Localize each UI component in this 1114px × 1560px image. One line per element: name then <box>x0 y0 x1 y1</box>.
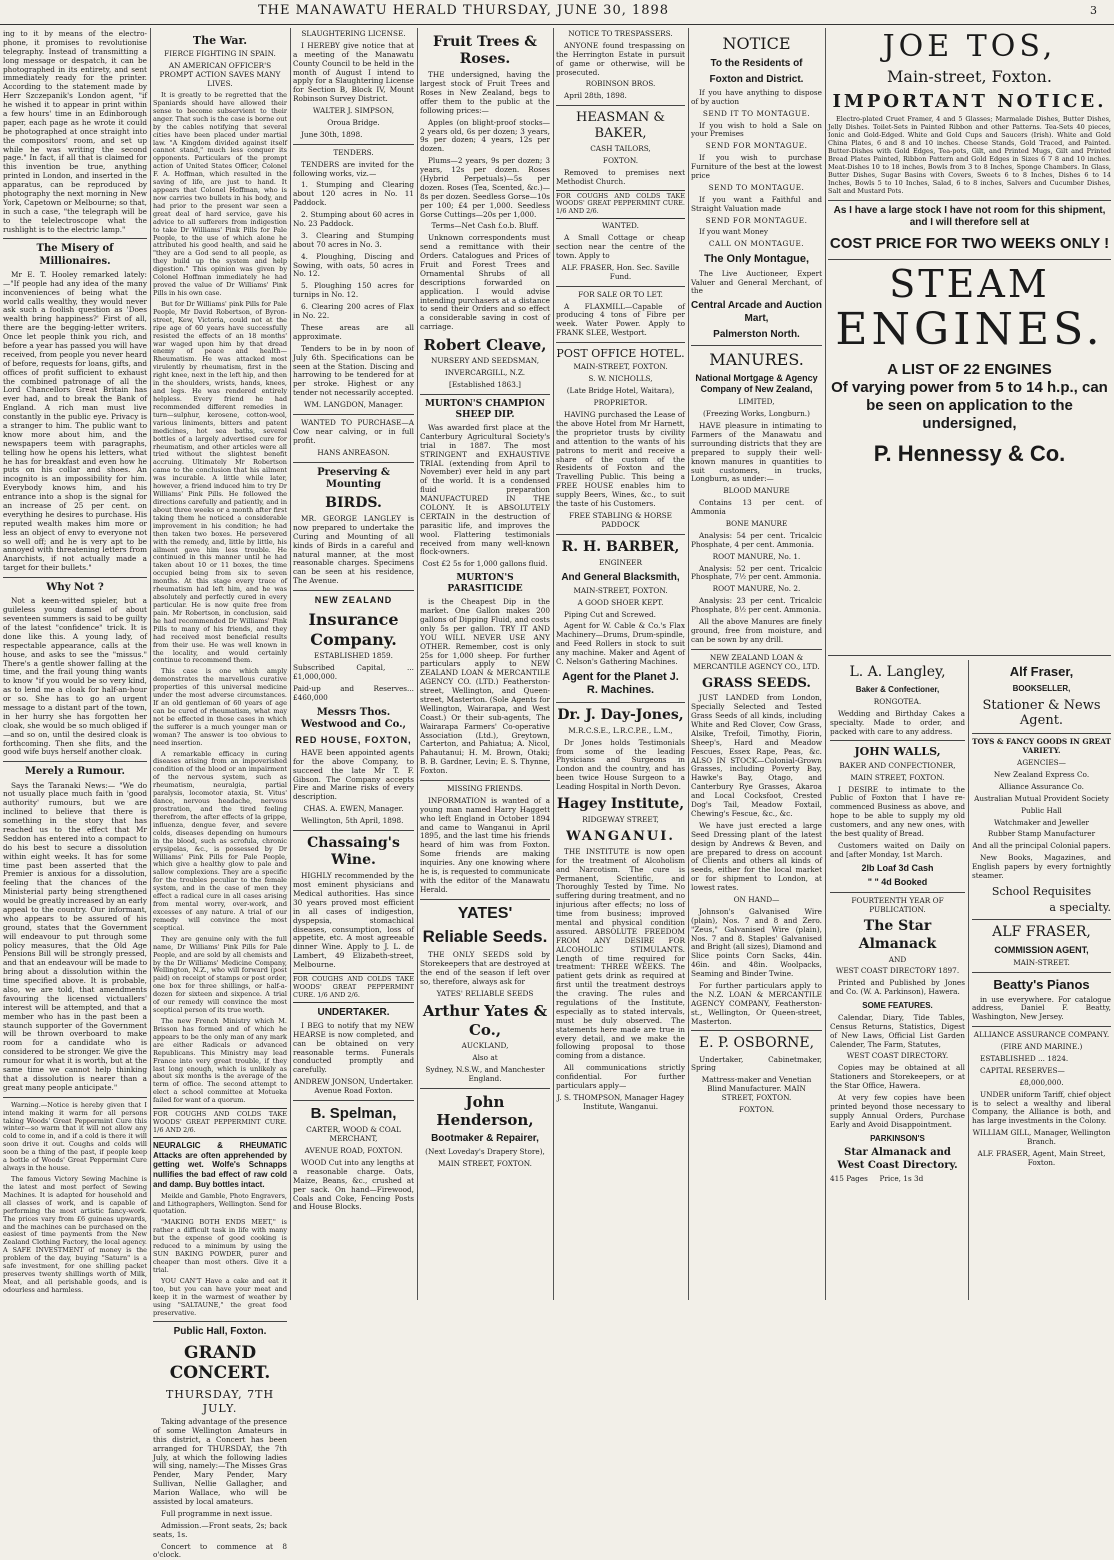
notice-text: Warning.—Notice is hereby given that I intend making it warm for all persons taking Woods' Great Peppermint Cure this winter—so warm that it will not allow any cold to come in, and if a cold is there it will soon drive it out. Coughs and colds will soon be a thing of the past, if people keep a bottle of Woods' Great Peppermint Cure always in the house. <box>3 1100 147 1173</box>
tender-item: 2. Stumping about 60 acres in No. 23 Paddock. <box>293 210 414 229</box>
ad-heading: E. P. OSBORNE, <box>698 1035 815 1052</box>
ad-text: HAVING purchased the Lease of the above Hotel from Mr Harnett, the proprietor trusts by civility and attention to the wants of his patrons to merit and receive a share of the custom of the Residents of Foxton and the Travelling Public. This being a FREE HOUSE enables him to supply Beers, Wines, &c., to suit the taste of his Customers. <box>556 410 685 508</box>
ad-heading: COST PRICE FOR TWO WEEKS ONLY ! <box>829 235 1110 253</box>
column-7-top <box>828 30 1111 680</box>
ad-text: We have just erected a large Seed Dressing plant of the latest design by Andrews & Beven, and are prepared to dress on account of Clients and others all kinds of seeds, either for the local market or for shipment to London, at lowest rates. <box>691 820 822 893</box>
ad-text: YATES' RELIABLE SEEDS <box>436 988 534 998</box>
ad-subheading: ROOT MANURE, No. 2. <box>712 584 801 594</box>
tender-item: 3. Clearing and Stumping about 70 acres in No. 3. <box>293 230 414 249</box>
almanack-price: Price, 1s 3d <box>879 1173 924 1183</box>
tender-list <box>293 181 414 320</box>
ad-subheading: RONGOTEA. <box>873 696 922 706</box>
ad-heading: The Star Almanack <box>858 918 937 952</box>
ad-text: " " 4d Booked <box>867 876 928 887</box>
masthead-title: THE MANAWATU HERALD THURSDAY, JUNE 30, 1898 <box>258 3 670 18</box>
ad-text: A GOOD SHOER KEPT. <box>577 597 664 607</box>
ad-text: Electro-plated Cruet Framer, 4 and 5 Glasses; Marmalade Dishes, Butter Dishes, Jelly Dishes. Toilet-Sets in Painted Ribbon and other Patterns. Tea-Sets 40 pieces, Ionic and Gold-Edged. White and Gold Cups and Saucers (Irish). White and Gold China Plates, 6 and 8 and 10 inches. Cheese Stands, Gold Traced, and Painted. Butter-Dishes with Gold Edges, Tea-pots, Gilt, and Printed Mugs, Gilt and Printed Bread Plates Painted, Ribbon Pattern and Gold Edges in Sizes 6 7 8 and 10 inches. Meat-Dishes 10 to 18 inches, Bowls from 3 to 8 Inches, Sponge Chambers. In Glass, Butter Dishes, Sugar Basins with Covers, Sweets 6 to 8 Inches, Dishes 6 to 14 Inches, Bowls 5 to 10 Inches, Salad, 6 to 8 inches, Salvers and Cucumber Dishes, Salt and Mustard Pots. <box>828 115 1111 195</box>
article-text: A remarkable efficacy in curing diseases arising from an impoverished condition of the blood or an impairment of the nervous system, such as rheumatism, neuralgia, partial paralysis, locomotor ataxia, St. Vitus' dance, nervous headache, nervous prostration, and the tired feeling therefrom, the after effects of la grippe, influenza, dengue fever, and severe colds, diseases depending on humours in the blood, such as scrofula, chronic erysipelas, &c., is possessed by Dr Williams' Pink Pills for Pale People, which give a healthy glow to pale and sallow complexions. They are a specific for the troubles peculiar to the female system, and in the case of men they effect a radical cure in all cases arising from mental worry, over-work, and excesses of any nature. A trial of our remedy will convince the most sceptical. <box>153 749 287 932</box>
column-rule <box>553 28 554 1300</box>
ad-text: I BEG to notify that my NEW HEARSE is now completed, and can be obtained on very reasonable terms. Funerals conducted promptly and carefully. <box>293 1020 414 1075</box>
ad-text: WANTED TO PURCHASE—A Cow near calving, or in full profit. <box>293 417 414 445</box>
ad-heading: ALF FRASER, <box>992 923 1091 940</box>
ad-text: Admission.—Front seats, 2s; back seats, 1s. <box>153 1520 287 1539</box>
ad-heading: Fruit Trees & Roses. <box>433 34 537 68</box>
ad-text: LIMITED, <box>738 397 775 407</box>
ad-text: Full programme in next issue. <box>161 1508 273 1518</box>
ad-text: THE INSTITUTE is now open for the treatment of Alcoholism and Narcotism. The cure is Permanent, Scientific, and Thoroughly Tested by Time. No suffering during treatment, and no injurious after effects; no loss of time from business; improved mental and physical condition assured. ABSOLUTE FREEDOM FROM ANY DESIRE FOR ALCOHOLIC STIMULANTS. Length of time required for treatment: THREE WEEKS. The patient gets drink as required at first until the treatment destroys the craving. The rules and regulations of the Institute, especially as to stated intervals, must be duly observed. The statements here made are true in every detail, and we make the following proposal to those coming from a distance. <box>556 846 686 1061</box>
agency-item: And all the principal Colonial papers. <box>972 841 1111 851</box>
ad-text: Piping Cut and Screwed. <box>564 609 656 619</box>
column-rule <box>150 28 151 1300</box>
ad-text: Apples (on blight-proof stocks—2 years old, 6s per dozen; 3 years, 9s per dozen; 4 years, 12s per dozen. <box>420 117 550 154</box>
article-text: It is greatly to be regretted that the Spaniards should have allowed their sense to become subservient to their anger. That such is the case is borne out by the cables notifying that several cities have been placed under martial law. "A Kingdom divided against itself cannot stand," much less conquer its opponents. Particulars of the prompt action of United States Officer, Colonel F. A. Hoffman, which resulted in the saving of life, are just to hand. It appears that Colonel Hoffman, who is now carries two bullets in his body, and had prior to the present war seen a great deal of hard service, gave his advice to all sufferers from indigestion to take Dr Williams' Pink Pills for Pale People, to the use of which alone he attributed his good health, and said he "they are a God send to all people, as they build up the system and help digestion." This opinion was given by Colonel Hoffman immediately he had proved the value of Dr Williams' Pink Pills in his own case. <box>153 90 287 298</box>
ad-subheading: S. W. NICHOLLS, <box>588 374 653 384</box>
ad-text: THE undersigned, having the largest stock of Fruit Trees and Roses in New Zealand, begs to offer them to the public at the following prices:— <box>420 70 550 115</box>
ad-subheading: Main-street, Foxton. <box>887 67 1052 86</box>
ad-text: in use everywhere. For catalogue address, Daniel F. Beatty, Washington, New Jersey. <box>972 994 1111 1022</box>
ad-heading: JOHN WALLS, <box>854 745 941 759</box>
ad-text: A Small Cottage or cheap section near the centre of the town. Apply to <box>556 233 685 260</box>
ad-text: HAVE been appointed agents for the above Company, to succeed the late Mr T. F. Gibson. The Company accepts Fire and Marine risks of every description. <box>293 747 414 802</box>
article-heading: The Misery of Millionaires. <box>36 243 114 267</box>
montague-line: If you wish to purchase Furniture of the best at the lowest price <box>691 153 822 181</box>
ad-heading: Robert Cleave, <box>423 336 547 355</box>
ad-heading: MISSING FRIENDS. <box>447 784 523 793</box>
ad-text <box>830 1175 965 1184</box>
ad-subheading: FOXTON. <box>738 1104 775 1114</box>
montague-callout: SEND FOR MONTAGUE. <box>705 141 808 151</box>
ad-heading: BIRDS. <box>325 494 382 511</box>
ad-subheading: AGENCIES— <box>1017 758 1066 768</box>
ad-signature: HANS ANREASON. <box>317 447 390 457</box>
ad-subheading: ON HAND— <box>733 894 780 904</box>
ad-heading: Dr. J. Day-Jones, <box>557 706 684 723</box>
ad-heading: TENDERS. <box>333 147 374 157</box>
ad-heading: JOE TOS, <box>882 29 1057 64</box>
ad-text: Concert to commence at 8 o'clock. <box>153 1541 287 1560</box>
ad-date: Wellington, 5th April, 1898. <box>301 816 404 826</box>
ad-heading: MANURES. <box>709 349 804 369</box>
ad-text: A FLAXMILL—Capable of producing 4 tons of Fibre per week. Water Power. Apply to FRANK SLEE, Westport. <box>556 301 685 338</box>
ad-text: YOU CAN'T Have a cake and eat it too, but you can have your meat and keep it in the warmest of weather by using "SALTAUNE," the great food preservative. <box>153 1276 287 1317</box>
ad-subheading: BONE MANURE <box>725 519 788 529</box>
ad-signature: ANDREW JONSON, Undertaker. Avenue Road Foxton. <box>293 1077 414 1096</box>
ad-text: FOURTEENTH YEAR OF PUBLICATION. <box>851 895 944 914</box>
ad-subheading: National Mortgage & Agency Company of New Zealand, <box>695 373 818 395</box>
ad-heading: Chassaing's Wine. <box>307 835 400 869</box>
column-1 <box>3 30 147 1300</box>
ad-subheading: WEST COAST DIRECTORY 1897. <box>835 966 960 976</box>
ad-signature: CHAS. A. EWEN, Manager. <box>303 804 404 814</box>
agency-item: New Zealand Express Co. <box>993 770 1090 779</box>
ad-heading: POST OFFICE HOTEL. <box>556 347 685 361</box>
ad-text: TENDERS are invited for the following works, viz.— <box>293 159 414 178</box>
ad-heading: Reliable Seeds. <box>422 927 548 947</box>
ad-text: Contains 13 per cent. of Ammonia <box>691 498 822 517</box>
ad-signature: WALTER J. SIMPSON, <box>312 106 395 116</box>
ad-text: Copies may be obtained at all Stationers and Storekeepers, or at the Star Office, Hawera. <box>830 1063 965 1091</box>
ad-text: Printed and Published by Jones and Co. (W. A. Parkinson), Hawera. <box>830 978 965 997</box>
ad-signature: ALF. FRASER, Hon. Sec. Saville Fund. <box>561 262 680 281</box>
montague-list <box>691 89 822 249</box>
ad-text: (Freezing Works, Longburn.) <box>703 409 810 419</box>
ad-signature: ROBINSON BROS. <box>585 79 656 89</box>
ad-text: Dr Jones holds Testimonials from some of the leading Physicians and Surgeons in London and the country, and has been twice House Surgeon to a Leading Hospital in North Devon. <box>556 737 685 792</box>
ad-text: Cost £2 5s for 1,000 gallons fluid. <box>422 559 548 569</box>
almanack-pages: 415 Pages <box>830 1173 868 1183</box>
ad-text: For further particulars apply to the N.Z. LOAN & MERCANTILE AGENCY COMPANY, Featherston-st., Wellington, Or Queen-street, Masterton. <box>691 980 822 1026</box>
agency-list <box>972 771 1111 851</box>
ad-heading: Public Hall, Foxton. <box>173 1326 267 1338</box>
ad-heading: WANGANUI. <box>566 829 675 844</box>
column-3 <box>293 30 414 1300</box>
ad-subheading: MAIN-STREET, FOXTON. <box>573 362 668 372</box>
ad-text: Undertaker, Cabinetmaker, Spring <box>691 1054 822 1073</box>
ad-text: "MAKING BOTH ENDS MEET," is rather a difficult task in life with many but the expense of good cooking is reduced to a minimum by using the SUN BAKING POWDER, purer and cheaper than most others. Give it a trial. <box>153 1218 287 1274</box>
ad-text: UNDER uniform Tariff, chief object is to select a wealthy and liberal Company, the Alliance is both, and has large investments in the Colony. <box>972 1089 1111 1126</box>
ad-woods-peppermint: FOR COUGHS AND COLDS TAKE WOODS' GREAT PEPPERMINT CURE. 1/6 AND 2/6. <box>293 973 414 1003</box>
ad-text: Johnson's Galvanised Wire (plain), Nos. 7 and 8 and Zero. "Zeus," Galvanised Wire (plain), Nos. 7 and 8. Staples' Galvanised and Bright (all sizes), Diamond and Slice points Corn Sacks, 44in. 46in. and 48in. Woolpacks, Seaming and Binder Twine. <box>691 906 822 979</box>
ad-subheading: MAIN-STREET. <box>1013 957 1070 967</box>
ad-text: Analysis: 54 per cent. Tricalcic Phosphate, 4 per cent. Ammonia. <box>691 530 822 549</box>
ad-subheading: To the Residents of <box>710 57 803 69</box>
ad-heading: Star Almanack and West Coast Directory. <box>837 1147 958 1171</box>
ad-text: 2lb Loaf 3d Cash <box>861 862 934 873</box>
article-heading: The War. <box>192 34 248 47</box>
section-rule <box>828 655 1111 656</box>
ad-text: THE ONLY SEEDS sold by Storekeepers that are destroyed at the end of the season if left over so, therefore, always ask for <box>420 949 550 986</box>
column-5 <box>556 30 685 1300</box>
ad-subheading: RIDGEWAY STREET, <box>582 815 659 825</box>
ad-text: Terms—Net Cash f.o.b. Bluff. <box>431 221 539 231</box>
ad-heading: FOR SALE OR TO LET. <box>578 289 663 299</box>
montague-line: If you want Money <box>699 227 768 237</box>
ad-text: AND <box>888 954 907 964</box>
ad-subheading: COMMISSION AGENT, <box>994 944 1089 955</box>
ad-text: Also at <box>472 1052 498 1062</box>
ad-text: WOOD Cut into any lengths at a reasonable charge. Oats, Maize, Beans, &c., crushed at per sack. On hand—Firewood, Coals and Coke, Fencing Posts and House Blocks. <box>293 1158 414 1212</box>
ad-subheading: (Late Bridge Hotel, Waitara), <box>566 386 675 396</box>
montague-callout: SEND TO MONTAGUE. <box>708 182 805 192</box>
ad-signature: J. S. THOMPSON, Manager Hagey Institute, Wanganui. <box>556 1092 684 1111</box>
ad-text: MAIN-STREET, FOXTON. <box>573 585 668 595</box>
ad-text: MAIN STREET, FOXTON. <box>438 1159 532 1169</box>
column-6 <box>691 30 822 1300</box>
montague-callout: SEND IT TO MONTAGUE. <box>702 108 811 118</box>
ad-subheading: Foxton and District. <box>709 73 804 85</box>
ad-text: All the above Manures are finely ground, free from moisture, and can be sown by any drill. <box>691 617 822 644</box>
ad-heading: UNDERTAKER. <box>317 1006 390 1018</box>
ad-text: Analysis: 23 per cent. Tricalcic Phosphate, 8½ per cent. Ammonia. <box>691 596 822 615</box>
tender-item: 5. Ploughing 150 acres for turnips in No. 12. <box>293 281 414 300</box>
ad-subheading: ALLIANCE ASSURANCE COMPANY. <box>973 1030 1110 1040</box>
ad-subheading: AVENUE ROAD, FOXTON. <box>304 1146 403 1156</box>
ad-heading: Preserving & Mounting <box>317 466 390 490</box>
ad-subheading: And General Blacksmith, <box>561 571 680 583</box>
ad-text: ESTABLISHED 1859. <box>314 651 393 661</box>
article-text: Says the Taranaki News:— "We do not usually place much faith in 'good authority' rumours, but we are inclined to believe that there is something in the story that has reached us to the effect that Mr Seddon has entered into a compact to do his best to secure a dissolution within eight weeks. It has for some time past been asserted that the Premier is anxious for a dissolution, feeling that the chances of the Ministerial party being strengthened would be greatly increased by an early appeal to the country. Our informant, who appears to be assured of his ground, states that the Government will endeavour to put through some policy measures, that the Old Age Pensions Bill will be strongly pressed, and that an endeavour will be made to bring about a dissolution within the time specified above. It is probable, also, we are told, that amendments favouring the licensed victuallers' interest will be attempted, and that a member who has in the past been a staunch supporter of the Government will be thrown overboard to make room for a candidate who is considered to be stronger. We give the rumour for what it is worth, but at the same time we cannot help thinking that a dissolution is nearer than a great many people anticipate." <box>3 780 147 1092</box>
ad-heading: NOTICE TO TRESPASSERS. <box>568 29 673 38</box>
ad-heading: Insurance Company. <box>308 610 399 649</box>
agency-item: Watchmaker and Jeweller <box>993 817 1090 827</box>
ad-signature: ALF. FRASER, Agent, Main Street, Foxton. <box>977 1148 1106 1167</box>
column-2 <box>153 30 287 1560</box>
ad-subheading: Baker & Confectioner, <box>855 685 940 695</box>
ad-text: Wedding and Birthday Cakes a specialty. Made to order, and packed with care to any address. <box>830 708 965 736</box>
ad-text: (Next Loveday's Drapery Store), <box>425 1147 545 1157</box>
ad-heading: P. Hennessy & Co. <box>873 440 1066 466</box>
ad-heading: Agent for the Planet J. R. Machines. <box>562 670 679 697</box>
ad-text: (FIRE AND MARINE.) <box>1000 1042 1083 1052</box>
ad-subheading: PARKINSON'S <box>870 1133 925 1143</box>
ad-heading: Central Arcade and Auction Mart, <box>691 300 822 324</box>
ad-subheading: CASH TAILORS, <box>590 143 651 153</box>
ad-heading: RED HOUSE, FOXTON, <box>295 734 412 745</box>
ad-text: HAVE pleasure in intimating to Farmers of the Manawatu and surrounding districts that they are prepared to supply their well-known manures in quantities to suit customers, in trucks, Longburn, as under:— <box>691 421 822 484</box>
ad-heading: L. A. Langley, <box>849 664 946 680</box>
ad-heading: Alf Fraser, <box>1009 664 1074 679</box>
ad-subheading: PROPRIETOR. <box>593 398 648 408</box>
ad-text: Removed to premises next Methodist Church. <box>556 167 685 186</box>
ad-text: Sydney, N.S.W., and Manchester England. <box>425 1064 545 1083</box>
column-rule <box>290 28 291 1300</box>
ad-subheading: SOME FEATURES. <box>862 1001 933 1011</box>
ad-heading: GRASS SEEDS. <box>702 675 811 691</box>
ad-text: As I have a large stock I have not room for this shipment, and I will therefore sell at <box>833 204 1106 228</box>
article-text: But for Dr Williams' pink Pills for Pale People, Mr David Robertson, of Byron-street, Kew, Victoria, could not at the ripe age of 60 years have successfully resisted the effects of an 18 months' war waged upon him by that dread enemy of peace and health—Rheumatism. He was attacked most virulently by rheumatism, first in the right knee, next in the left hip, and then in the shoulders, wrists, hands, knees, and legs. He was rendered entirely helpless. Every friend he had recommended different remedies in turn—sulphur, kerosene, cotton-wool, various liniments, bitters and patent medicines, hot sea baths, several bottles of a largely advertised cure for rheumatism, and other articles were all tried without the slightest benefit accruing. Ultimately Mr Robertson came to the conclusion that his ailment was incurable. A little while later, however, a friend induced him to try Dr Williams' Pink Pills. He followed the directions carefully and patiently, and in about three weeks or a month after first taking them he noticed a considerable improvement in his condition; he had then taken two boxes. He persevered with the remedy, and, little by little, his ailment gave him less trouble. He continued in this manner until he had taken about 10 or 11 boxes, the time occupied being from six to seven months. At this stage every trace of rheumatism had left him, and he was absolutely and perfectly cured in every particular. He is now quite free from pain. Mr Robertson, in conclusion, said he had recommended Dr Williams' Pink Pills to many of his friends, and they had received most beneficial results from their use. He was well known in the locality, and would certainly continue to recommend them. <box>153 299 287 665</box>
column-rule <box>825 28 826 1300</box>
ad-heading: Beatty's Pianos <box>993 976 1090 992</box>
ad-heading: NEW ZEALAND <box>314 595 393 606</box>
montague-callout: SEND FOR MONTAGUE. <box>705 215 808 225</box>
ad-text: Calendar, Diary, Tide Tables, Census Returns, Statistics, Digest of New Laws, Official List Garden Calender, The Farm, Statutes, <box>830 1012 965 1049</box>
ad-text: MR. GEORGE LANGLEY is now prepared to undertake the Curing and Mounting of all kinds of Birds in a careful and natural manner, at the most reasonable charges. Specimens can be seen at his residence, The Avenue. <box>293 513 414 586</box>
ad-text: a specialty. <box>1049 901 1111 915</box>
ad-heading: Hagey Institute, <box>556 796 685 813</box>
ad-heading: ENGINES. <box>835 304 1104 356</box>
ad-text: JUST LANDED from London, Specially Selected and Tested Grass Seeds of all kinds, including White and Red Clover, Cow Grass, Alsike, Trefoil, Timothy, Fiorin, Sheep's, Hard and Meadow Fescues, Essex Rape, Peas, &c. ALSO IN STOCK—Colonial-Grown Grasses, including Poverty Bay, Hawke's Bay, Otago, and Canterbury Rye Grasses, Akaroa and Local Cocksfoot, Crested Dog's Tail, Meadow Foxtail, Chewing's Fescue, &c., &c. <box>691 693 822 818</box>
ad-heading: GRAND CONCERT. <box>169 1342 271 1384</box>
ad-text: ESTABLISHED ... 1824. <box>980 1053 1069 1063</box>
ad-text: Unknown correspondents must send a remittance with their Orders. Catalogues and Prices of Fruit and Forest Trees and Ornamental Shrubs of all descriptions forwarded on application. I would advise intending purchasers at a distance to send their Orders and so effect a considerable saving in cost of carriage. <box>420 233 550 332</box>
ad-heading: IMPORTANT NOTICE. <box>832 90 1107 112</box>
ad-text: Subscribed Capital, ... £1,000,000. <box>293 662 414 681</box>
masthead <box>0 0 1114 25</box>
column-7b <box>972 660 1111 1300</box>
article-text: This case is one which amply demonstrates the marvellous curative properties of this universal medicine under the most adverse circumstances. If an old gentleman of 60 years of age can be cured of rheumatism, what may not be effected in those cases in which the sufferer is a much younger man or woman? The answer is too obvious to need insertion. <box>153 667 287 747</box>
ad-text: I DESIRE to intimate to the Public of Foxton that I have re-commenced Business as above, and hope to be able to supply my old customers, and any new ones, with the best quality of Bread. <box>830 784 965 839</box>
column-rule <box>688 28 689 1300</box>
ad-heading: YATES' <box>457 904 513 922</box>
ad-subheading: Bootmaker & Repairer, <box>431 1133 539 1145</box>
article-text: ing to it by means of the electro-phone, it promises to revolutionise telegraphy. Instead of transmitting a long message or despatch, it can be photographed in its entirety, and sent immediately ready for the printer. According to the statement made by Herr Szczepanik's London agent, "if he wished it to appear in print within a few hours' time in an Edinborough paper, each page as he wrote it could be photographed at once straight into the compositors' room, and set up while he was writing the second page." In fact, if all that is claimed for this invention be true, anything printed in London, and inserted in the apparatus, can be reproduced by photography the next morning in New York, Capetown or Melbourne; so that, in such a case, "the telegraph will be to the telelectroscope what the rushlight is to the electric lamp." <box>3 29 147 234</box>
column-4 <box>420 30 550 1300</box>
ad-text: Agent for W. Cable & Co.'s Flax Machinery—Drums, Drum-spindle, and Feed Rollers in stock to suit any machine. Maker and Agent of C. Nelson's Gathering Machines. <box>556 621 685 667</box>
ad-heading: School Requisites <box>991 884 1092 898</box>
ad-heading: MURTON'S CHAMPION SHEEP DIP. <box>425 399 545 421</box>
ad-subheading: BLOOD MANURE <box>723 486 790 496</box>
ad-subheading: BOOKSELLER, <box>1012 683 1071 693</box>
ad-date: April 28th, 1898. <box>564 91 627 101</box>
ad-text: is the Cheapest Dip in the market. One Gallon makes 200 gallons of Dipping Fluid, and costs only 5s per gallon. TRY IT AND YOU WILL NEVER USE ANY OTHER. Remember, cost is only 25s for 1,000 sheep. For further particulars apply to NEW ZEALAND LOAN & MERCANTILE AGENCY CO. (LTD.) Featherston-street, Wellington, and Queen-street, Masterton. (Sole Agents for Wellington, Wairarapa, and West Coast.) Or their sub-agents, The Wairarapa Farmers' Co-operative Association (Ltd.), Greytown, Carterton, and Pahiatua; A. Nicol, Pahautanui; H. M. Brown, Otaki; B. B. Gardner, Levin; E. S. Thynne, Foxton. <box>420 597 550 776</box>
ad-text: FREE STABLING & HORSE PADDOCK <box>569 510 672 529</box>
ad-heading: John Henderson, <box>436 1092 534 1129</box>
subheading: AN AMERICAN OFFICER'S PROMPT ACTION SAVES MANY LIVES. <box>159 61 281 89</box>
column-rule <box>417 28 418 1300</box>
ad-heading: The Only Montague, <box>703 253 810 266</box>
ad-heading: STEAM <box>889 262 1050 307</box>
ad-heading: Palmerston North. <box>713 328 800 340</box>
ad-text: Analysis: 52 per cent. Tricalcic Phosphate, 7½ per cent. Ammonia. <box>691 563 822 582</box>
agency-item: Rubber Stamp Manufacturer <box>987 829 1096 839</box>
ad-subheading: INVERCARGILL, N.Z. <box>444 368 526 378</box>
ad-subheading: WEST COAST DIRECTORY. <box>846 1051 949 1061</box>
ad-heading: NOTICE <box>722 34 791 53</box>
ad-text: Customers waited on Daily on and [after Monday, 1st March. <box>830 840 965 859</box>
article-text: The new French Ministry which M. Brisson has formed and of which he appears to be the only man of any mark are either Radicals or advanced Republicans. This Ministry may lead France into very great trouble, if they last long enough, which is unlikely as about six months is the average of the term of office. The second attempt to elect a school committee at Motueka failed for want of a quorum. <box>153 1016 287 1105</box>
page-number: 3 <box>1090 4 1097 17</box>
tender-item: 6. Clearing 200 acres of Flax in No. 22. <box>293 302 414 321</box>
ad-subheading: A LIST OF 22 ENGINES <box>887 360 1052 378</box>
ad-text: All communications strictly confidential. For further particulars apply— <box>556 1063 685 1091</box>
ad-heading: Arthur Yates & Co., <box>422 1002 548 1039</box>
subheading: FIERCE FIGHTING IN SPAIN. <box>164 49 276 59</box>
montague-line: If you want a Faithful and Straight Valuation made <box>691 194 822 213</box>
ad-heading: HEASMAN & BAKER, <box>576 110 665 142</box>
tender-item: 1. Stumping and Clearing about 120 acres in No. 11 Paddock. <box>293 180 414 208</box>
ad-heading: MURTON'S PARASITICIDE <box>447 573 523 595</box>
ad-text: Was awarded first place at the Canterbury Agricultural Society's trial in 1887. The most STRINGENT and EXHAUSTIVE TRIAL (extending from April to November) ever held in any part of the world. It is a condensed fluid preparation MANUFACTURED IN THE COLONY. It is ABSOLUTELY CERTAIN in the destruction of parasitic life, and improves the wool. Flattering testimonials received from many well-known flock-owners. <box>420 423 550 557</box>
ad-text: Mattress-maker and Venetian Blind Manufacturer. MAIN STREET, FOXTON. <box>701 1075 812 1103</box>
ad-subheading: TOYS & FANCY GOODS IN GREAT VARIETY. <box>972 737 1111 756</box>
ad-text: Meikle and Gamble, Photo Engravers, and Lithographers, Wellington. Send for quotation. <box>153 1191 287 1216</box>
ad-text: At very few copies have been printed beyond those necessary to supply Annual Orders, Purchase Early and Avoid Disappointment. <box>830 1093 965 1129</box>
tender-item: 4. Ploughing, Discing and Sowing, with oats, 50 acres in No. 12. <box>293 251 414 279</box>
ad-heading: WANTED. <box>602 221 639 231</box>
article-heading: Merely a Rumour. <box>24 766 126 778</box>
article-text: Not a keen-witted spieler, but a guileless young damsel of about seventeen summers is said to be guilty of the latest "confidence" trick. It is done like this. A young lady, of respectable appearance, calls at the house, and asks to see the "missus." There's a gentle shower falling at the time, and the frail young thing wants to know "if you would be so very kind, as to lend me a cloak for half-an-hour or so. She has to go an urgent message to a distant part of the town, in her hurry she has forgotten her cloak, she would be so much obliged if—and so on, until the desired cloak is forthcoming. Then she flits, and the good wife buys herself another cloak. <box>3 596 147 757</box>
ad-text: Of varying power from 5 to 14 h.p., can be seen on application to the undersigned, <box>831 378 1108 432</box>
ad-subheading: MAIN STREET, FOXTON. <box>850 772 945 782</box>
ad-woods-peppermint: FOR COUGHS AND COLDS TAKE WOODS' GREAT PEPPERMINT CURE. 1/6 AND 2/6. <box>153 1108 287 1138</box>
ad-heading: B. Spelman, <box>310 1105 397 1123</box>
column-rule <box>968 660 969 1300</box>
ad-subheading: THURSDAY, 7TH JULY. <box>165 1388 275 1415</box>
ad-heading: SLAUGHTERING LICENSE. <box>301 29 406 38</box>
ad-text: The Live Auctioneer, Expert Valuer and General Merchant, of the <box>691 268 822 296</box>
ad-subheading: BAKER AND CONFECTIONER, <box>839 760 956 770</box>
ad-text: Taking advantage of the presence of some Wellington Amateurs in this district, a Concert has been arranged for THURSDAY, the 7th July, at which the following ladies will sing, namely:—The Misses Gras Pender, Mary Pender, Mary Sullivan, Nellie Gallagher, and Marion Wallace, who will be assisted by local amateurs. <box>153 1416 287 1506</box>
montague-callout: CALL ON MONTAGUE. <box>708 239 805 249</box>
ad-text: CAPITAL RESERVES— <box>980 1065 1065 1075</box>
column-7a <box>830 660 965 1300</box>
ad-subheading: AUCKLAND, <box>461 1040 509 1050</box>
ad-heading: Stationer & News Agent. <box>982 697 1101 729</box>
ad-heading: R. H. BARBER, <box>561 538 680 555</box>
ad-text: These areas are all approximate. <box>293 322 414 341</box>
ad-woods-peppermint: FOR COUGHS AND COLDS TAKE WOODS' GREAT PEPPERMINT CURE. 1/6 AND 2/6. <box>556 190 685 220</box>
notice-text: The famous Victory Sewing Machine is the latest and most perfect of Sewing Machines. It is adapted for household and all classes of work, and is capable of performing the most artistic fancy-work. The prices vary from £6 guineas upwards, and the machines can be purchased on the easiest of time payments from the New Zealand Clothing Factory, the local agency. A SAFE INVESTMENT of money is the problem of the day, buying "Saturn" is a safe investment, for one shilling packet preserves twenty shillings worth of Milk, Meat, and all perishable goods, and is odourless and harmless. <box>3 1175 147 1294</box>
ad-text: Plums—2 years, 9s per dozen; 3 years, 12s per dozen. Roses (Hybrid Perpetuals)—5s per dozen. Roses (Tea, Scented, &c.)—8s per dozen. Seedless Gorse—10s per 100; £4 per 1,000. Seedless Gorse Cuttings—20s per 1,000. <box>420 156 550 219</box>
agency-item: Australian Mutual Provident Society <box>974 793 1109 803</box>
ad-text: INFORMATION is wanted of a young man named Harry Haggett who left England in October 1894 and came to Wanganui in April 1895, and the last time his friends heard of him was from Foxton. Some friends are making inquiries. Any one knowing where he is, is requested to communicate with the editor of the Manawatu Herald. <box>420 795 550 894</box>
ad-subheading: [Established 1863.] <box>448 380 522 390</box>
ad-text: Tenders to be in by noon of July 6th. Specifications can be seen at the Station. Discing and harrowing to be tendered for at per stroke. Highest or any tender not necessarily accepted. <box>293 343 414 398</box>
ad-text: £8,000,000. <box>1019 1077 1064 1087</box>
ad-subheading: FOXTON. <box>602 155 639 165</box>
ad-text: ANYONE found trespassing on the Herrington Estate in pursuit of game or otherwise, will be prosecuted. <box>556 40 685 77</box>
agency-item: Public Hall <box>1021 805 1062 815</box>
ad-date: June 30th, 1898. <box>301 129 363 139</box>
ad-subheading: ROOT MANURE, No. 1. <box>712 551 801 561</box>
ad-heading: Messrs Thos. Westwood and Co., <box>300 706 407 730</box>
ad-subheading: ENGINEER <box>599 557 642 567</box>
agency-item: Alliance Assurance Co. <box>999 781 1084 791</box>
ad-text: HIGHLY recommended by the most eminent physicians and Medical authorities. Has since 30 years proved most efficient in all cases of indigestion, dyspepsia, stomachical diseases, consumption, loss of appetite, etc. A most agreeable dinner Wine. Apply to J. L. de Lambert, 49 Elizabeth-street, Melbourne. <box>293 871 414 970</box>
article-heading: Why Not ? <box>46 582 104 594</box>
montague-line: If you have anything to dispose of by auction <box>691 87 822 106</box>
ad-text: I HEREBY give notice that at a meeting of the Manawatu County Council to be held in the month of August I intend to apply for a Slaughtering License for Section B, Block IV, Mount Robinson Survey District. <box>293 40 414 104</box>
article-text: They are genuine only with the full name, Dr Williams' Pink Pills for Pale People, and are sold by all chemists and by the Dr Williams' Medicine Company, Wellington, N.Z., who will forward (post paid) on receipt of stamps or post order, one box for three shillings, or half-a-dozen for sixteen and sixpence. A trial of our remedy will convince the most sceptical person of its true worth. <box>153 934 287 1015</box>
ad-subheading: CARTER, WOOD & COAL MERCHANT, <box>306 1125 401 1144</box>
ad-text: Paid-up and Reserves... £460,000 <box>293 683 414 702</box>
ad-signature: Oroua Bridge. <box>327 118 380 128</box>
ad-subheading: M.R.C.S.E., L.R.C.P.E., L.M., <box>568 725 673 735</box>
ad-signature: WILLIAM GILL, Manager, Wellington Branch. <box>972 1128 1111 1147</box>
ad-subheading: NEW ZEALAND LOAN & MERCANTILE AGENCY CO., LTD. <box>693 652 820 671</box>
ad-text: New Books, Magazines, and English papers by every fortnightly steamer. <box>972 853 1111 881</box>
ad-subheading: NURSERY AND SEEDSMAN, <box>430 356 540 366</box>
ad-signature: WM. LANGDON, Manager. <box>303 400 404 410</box>
montague-line: If you wish to hold a Sale on your Premises <box>691 120 822 139</box>
ad-text: NEURALGIC & RHEUMATIC Attacks are often apprehended by getting wet. Wolfe's Schnapps nullifies the bad effect of raw cold and damp. Buy bottles intact. <box>153 1140 287 1189</box>
article-text: Mr E. T. Hooley remarked lately:—"If people had any idea of the many inconveniences of being what the world calls wealthy, they would never ask such a foolish question as 'Does wealth bring happiness?' First of all, there are the begging-letter writers. Once let people think you rich, and before a year has passed you will have received, from people you never heard of before, requests for loans, gifts, and offices of profit sufficient to exhaust the combined patronage of all the Lord Chancellors Great Britain has ever had, and to break the Bank of England. A rich man must live constantly in the public eye. Privacy is a stranger to him. The public want to know more about him, and the newspapers teem with paragraphs, telling how he opens his letters, what he has for breakfast and even how he puts on his collar and shoes. An incognito is an impossibility for him. Everybody knows him, and his entrance into a shop is the signal for an increase of 25 per cent. on everything he desires to purchase. His reputed wealth makes him more or less an object of envy to everyone not so well off; and he is very apt to be annoyed with threatening letters from Anarchists, if not actually made a target for their bullets." <box>3 269 147 573</box>
